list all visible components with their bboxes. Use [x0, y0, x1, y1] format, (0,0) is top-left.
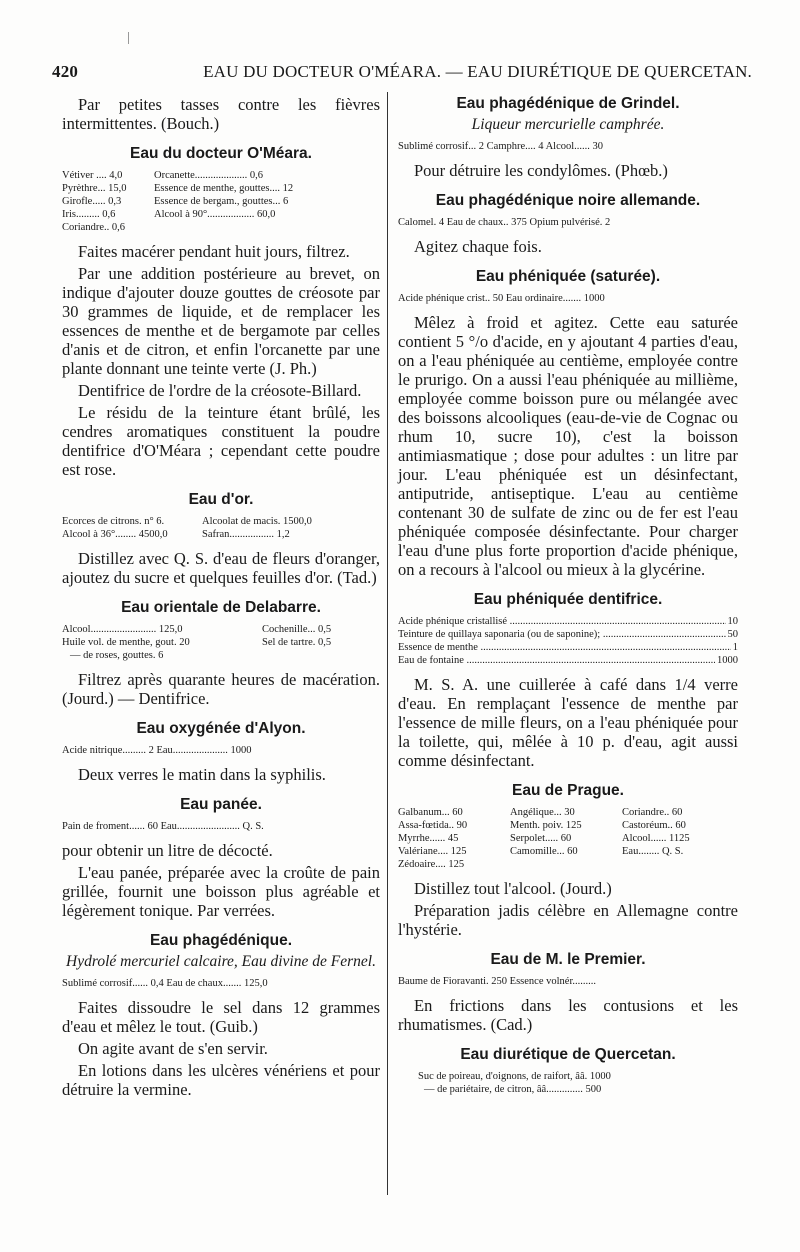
paragraph: On agite avant de s'en servir. — [78, 1039, 268, 1058]
recipe-row: Baume de Fioravanti. 250 Essence volnér......... — [398, 976, 596, 987]
section-title: Eau oxygénée d'Alyon. — [136, 720, 306, 737]
section-title: Eau de Prague. — [512, 782, 624, 799]
recipe-cell: Angélique... 30 — [510, 807, 575, 818]
recipe-cell: Essence de menthe, gouttes.... 12 — [154, 183, 294, 194]
recipe-cell: Eau........ Q. S. — [622, 846, 684, 857]
left-column — [62, 95, 380, 1102]
recipe-table — [398, 140, 738, 153]
paragraph: Préparation jadis célèbre en Allemagne contre l'hystérie. — [398, 901, 738, 939]
recipe-cell: Assa-fœtida.. 90 — [398, 820, 468, 831]
recipe-row — [398, 628, 738, 641]
recipe-row — [62, 195, 380, 208]
recipe-row — [398, 832, 738, 845]
recipe-cell: Cochenille... 0,5 — [262, 624, 332, 635]
recipe-cell: Valériane.... 125 — [398, 846, 467, 857]
recipe-table — [62, 744, 380, 757]
column-divider — [387, 92, 388, 1195]
recipe-cell: Sel de tartre. 0,5 — [262, 637, 332, 648]
recipe-row — [398, 858, 738, 871]
recipe-row — [398, 819, 738, 832]
recipe-table — [398, 216, 738, 229]
paragraph: En lotions dans les ulcères vénériens et pour détruire la vermine. — [62, 1061, 380, 1099]
paragraph: Deux verres le matin dans la syphilis. — [78, 765, 326, 784]
recipe-cell: Myrrhe...... 45 — [398, 833, 459, 844]
scan-mark — [128, 32, 129, 44]
recipe-cell: Orcanette.................... 0,6 — [154, 170, 264, 181]
running-header — [52, 62, 752, 82]
recipe-cell: Essence de bergam., gouttes... 6 — [154, 196, 289, 207]
section-title: Eau d'or. — [188, 491, 254, 508]
page-number: 420 — [52, 62, 79, 81]
recipe-cell: Acide phénique cristallisé ..... — [398, 615, 726, 628]
paragraph: Mêlez à froid et agitez. Cette eau saturée contient 5 °/o d'acide, en y ajoutant 4 parties d'eau, on a l'eau phéniquée au centième, employée contre le prurigo. On a aussi l'eau phéniquée au millième, employée comme boisson pure ou mélangée avec des boissons alcooliques (eau-de-vie de Cognac ou rhum 10, sucre 10), c'est la boisson antimiasmatique ; dose pour adultes : un litre par jour. L'eau phéniquée est un désinfectant, antiputride, antiseptique. L'eau au centième contenant 30 de sulfate de zinc ou de fer est l'eau phéniquée composée désinfectante. Pour charger l'eau d'une plus forte proportion d'acide phénique, on a recours à l'alcool ou mieux à la glycérine. — [398, 313, 738, 579]
section-title: Eau de M. le Premier. — [490, 951, 646, 968]
recipe-table — [398, 975, 738, 988]
section-title: Eau du docteur O'Méara. — [130, 145, 312, 162]
right-column — [398, 95, 738, 1104]
recipe-table — [398, 806, 738, 871]
recipe-cell: Alcoolat de macis. 1500,0 — [202, 516, 312, 527]
recipe-row: Acide nitrique......... 2 Eau..................... 1000 — [62, 745, 252, 756]
recipe-row: Sublimé corrosif...... 0,4 Eau de chaux....... 125,0 — [62, 978, 268, 989]
recipe-cell: Safran................. 1,2 — [202, 529, 290, 540]
paragraph: Filtrez après quarante heures de macération. (Jourd.) — Dentifrice. — [62, 670, 380, 708]
recipe-cell: 1000 — [717, 655, 738, 666]
recipe-cell: Coriandre.. 60 — [622, 807, 683, 818]
recipe-table — [62, 515, 380, 541]
recipe-cell: Pyrèthre... 15,0 — [62, 183, 127, 194]
paragraph: Distillez tout l'alcool. (Jourd.) — [414, 879, 612, 898]
paragraph: Faites macérer pendant huit jours, filtrez. — [78, 242, 350, 261]
recipe-row: Pain de froment...... 60 Eau........................ Q. S. — [62, 821, 264, 832]
running-title: EAU DU DOCTEUR O'MÉARA. — EAU DIURÉTIQUE DE QUERCETAN. — [203, 62, 752, 81]
paragraph: Dentifrice de l'ordre de la créosote-Billard. — [78, 381, 362, 400]
recipe-cell: 50 — [727, 629, 738, 640]
recipe-row — [398, 845, 738, 858]
recipe-table — [398, 292, 738, 305]
paragraph: Le résidu de la teinture étant brûlé, les cendres aromatiques constituent la poudre dentifrice d'O'Méara ; cependant cette poudre est rose. — [62, 403, 380, 479]
paragraph: M. S. A. une cuillerée à café dans 1/4 verre d'eau. En remplaçant l'essence de menthe par l'essence de mille fleurs, on a l'eau phéniquée pour la toilette, qui, mêlée à 10 p. d'eau, agit aussi comme désinfectant. — [398, 675, 738, 770]
recipe-row — [62, 169, 380, 182]
recipe-cell: Iris......... 0,6 — [62, 209, 116, 220]
recipe-row — [398, 654, 738, 667]
recipe-row — [398, 615, 738, 628]
recipe-table — [62, 169, 380, 234]
recipe-row — [62, 221, 380, 234]
recipe-row — [62, 636, 380, 649]
section-title: Eau phéniquée dentifrice. — [473, 591, 663, 608]
recipe-cell: Girofle..... 0,3 — [62, 196, 122, 207]
recipe-cell: Essence de menthe ..... — [398, 641, 731, 654]
recipe-table — [62, 820, 380, 833]
paragraph: Agitez chaque fois. — [414, 237, 542, 256]
recipe-table — [398, 615, 738, 667]
recipe-row — [62, 623, 380, 636]
recipe-row — [398, 806, 738, 819]
section-title: Eau phéniquée (saturée). — [475, 268, 661, 285]
recipe-cell: Eau de fontaine ..... — [398, 654, 715, 667]
recipe-cell: Ecorces de citrons. n° 6. — [62, 516, 165, 527]
recipe-cell: Coriandre.. 0,6 — [62, 222, 125, 233]
section-title: Eau panée. — [180, 796, 262, 813]
recipe-cell: Alcool......................... 125,0 — [62, 624, 183, 635]
section-subtitle: Hydrolé mercuriel calcaire, Eau divine de Fernel. — [66, 953, 376, 970]
paragraph: Distillez avec Q. S. d'eau de fleurs d'oranger, ajoutez du sucre et quelques feuilles d'or. (Tad.) — [62, 549, 380, 587]
recipe-cell: 1 — [732, 642, 738, 653]
recipe-row — [62, 515, 380, 528]
recipe-cell: Castoréum.. 60 — [622, 820, 686, 831]
recipe-table — [398, 1070, 738, 1096]
section-title: Eau phagédénique noire allemande. — [435, 192, 701, 209]
recipe-cell: — de roses, gouttes. 6 — [70, 650, 164, 661]
recipe-table — [62, 623, 380, 662]
paragraph: Par une addition postérieure au brevet, on indique d'ajouter douze gouttes de créosote par 30 grammes de liquide, et de remplacer les essences de menthe et de bergamote par celles d'anis et de citron, et enfin l'orcanette par une plante donnant une teinte verte (J. Ph.) — [62, 264, 380, 378]
section-title: Eau diurétique de Quercetan. — [460, 1046, 676, 1063]
section-subtitle: Liqueur mercurielle camphrée. — [471, 116, 665, 133]
recipe-row: — de pariétaire, de citron, ââ.............. 500 — [424, 1084, 602, 1095]
recipe-row: Sublimé corrosif... 2 Camphre.... 4 Alcool...... 30 — [398, 141, 604, 152]
recipe-row — [62, 182, 380, 195]
recipe-cell: Vétiver .... 4,0 — [62, 170, 123, 181]
recipe-cell: Menth. poiv. 125 — [510, 820, 582, 831]
section-title: Eau phagédénique de Grindel. — [456, 95, 680, 112]
recipe-cell: Serpolet..... 60 — [510, 833, 572, 844]
paragraph: En frictions dans les contusions et les rhumatismes. (Cad.) — [398, 996, 738, 1034]
paragraph: Pour détruire les condylômes. (Phœb.) — [414, 161, 668, 180]
section-title: Eau orientale de Delabarre. — [121, 599, 321, 616]
section-title: Eau phagédénique. — [149, 932, 293, 949]
recipe-row — [62, 528, 380, 541]
recipe-cell: Camomille... 60 — [510, 846, 578, 857]
recipe-row: Calomel. 4 Eau de chaux.. 375 Opium pulvérisé. 2 — [398, 217, 611, 228]
recipe-table — [62, 977, 380, 990]
recipe-cell: Alcool...... 1125 — [622, 833, 690, 844]
recipe-cell: Alcool à 36°........ 4500,0 — [62, 529, 168, 540]
recipe-row — [62, 649, 380, 662]
recipe-row: Suc de poireau, d'oignons, de raifort, ââ. 1000 — [418, 1071, 611, 1082]
paragraph: Par petites tasses contre les fièvres intermittentes. (Bouch.) — [62, 95, 380, 133]
recipe-row: Acide phénique crist.. 50 Eau ordinaire....... 1000 — [398, 293, 605, 304]
paragraph: L'eau panée, préparée avec la croûte de pain grillée, fournit une boisson plus agréable et légèrement tonique. Par verrées. — [62, 863, 380, 920]
recipe-cell: Huile vol. de menthe, gout. 20 — [62, 637, 190, 648]
recipe-cell: Galbanum... 60 — [398, 807, 463, 818]
recipe-cell: 10 — [727, 616, 738, 627]
paragraph: Faites dissoudre le sel dans 12 grammes d'eau et mêlez le tout. (Guib.) — [62, 998, 380, 1036]
recipe-cell: Zédoaire.... 125 — [398, 859, 465, 870]
recipe-cell: Alcool à 90°.................. 60,0 — [154, 209, 276, 220]
recipe-row — [398, 641, 738, 654]
recipe-cell: Teinture de quillaya saponaria (ou de saponine); ..... — [398, 628, 726, 641]
paragraph: pour obtenir un litre de décocté. — [62, 841, 273, 860]
recipe-row — [62, 208, 380, 221]
